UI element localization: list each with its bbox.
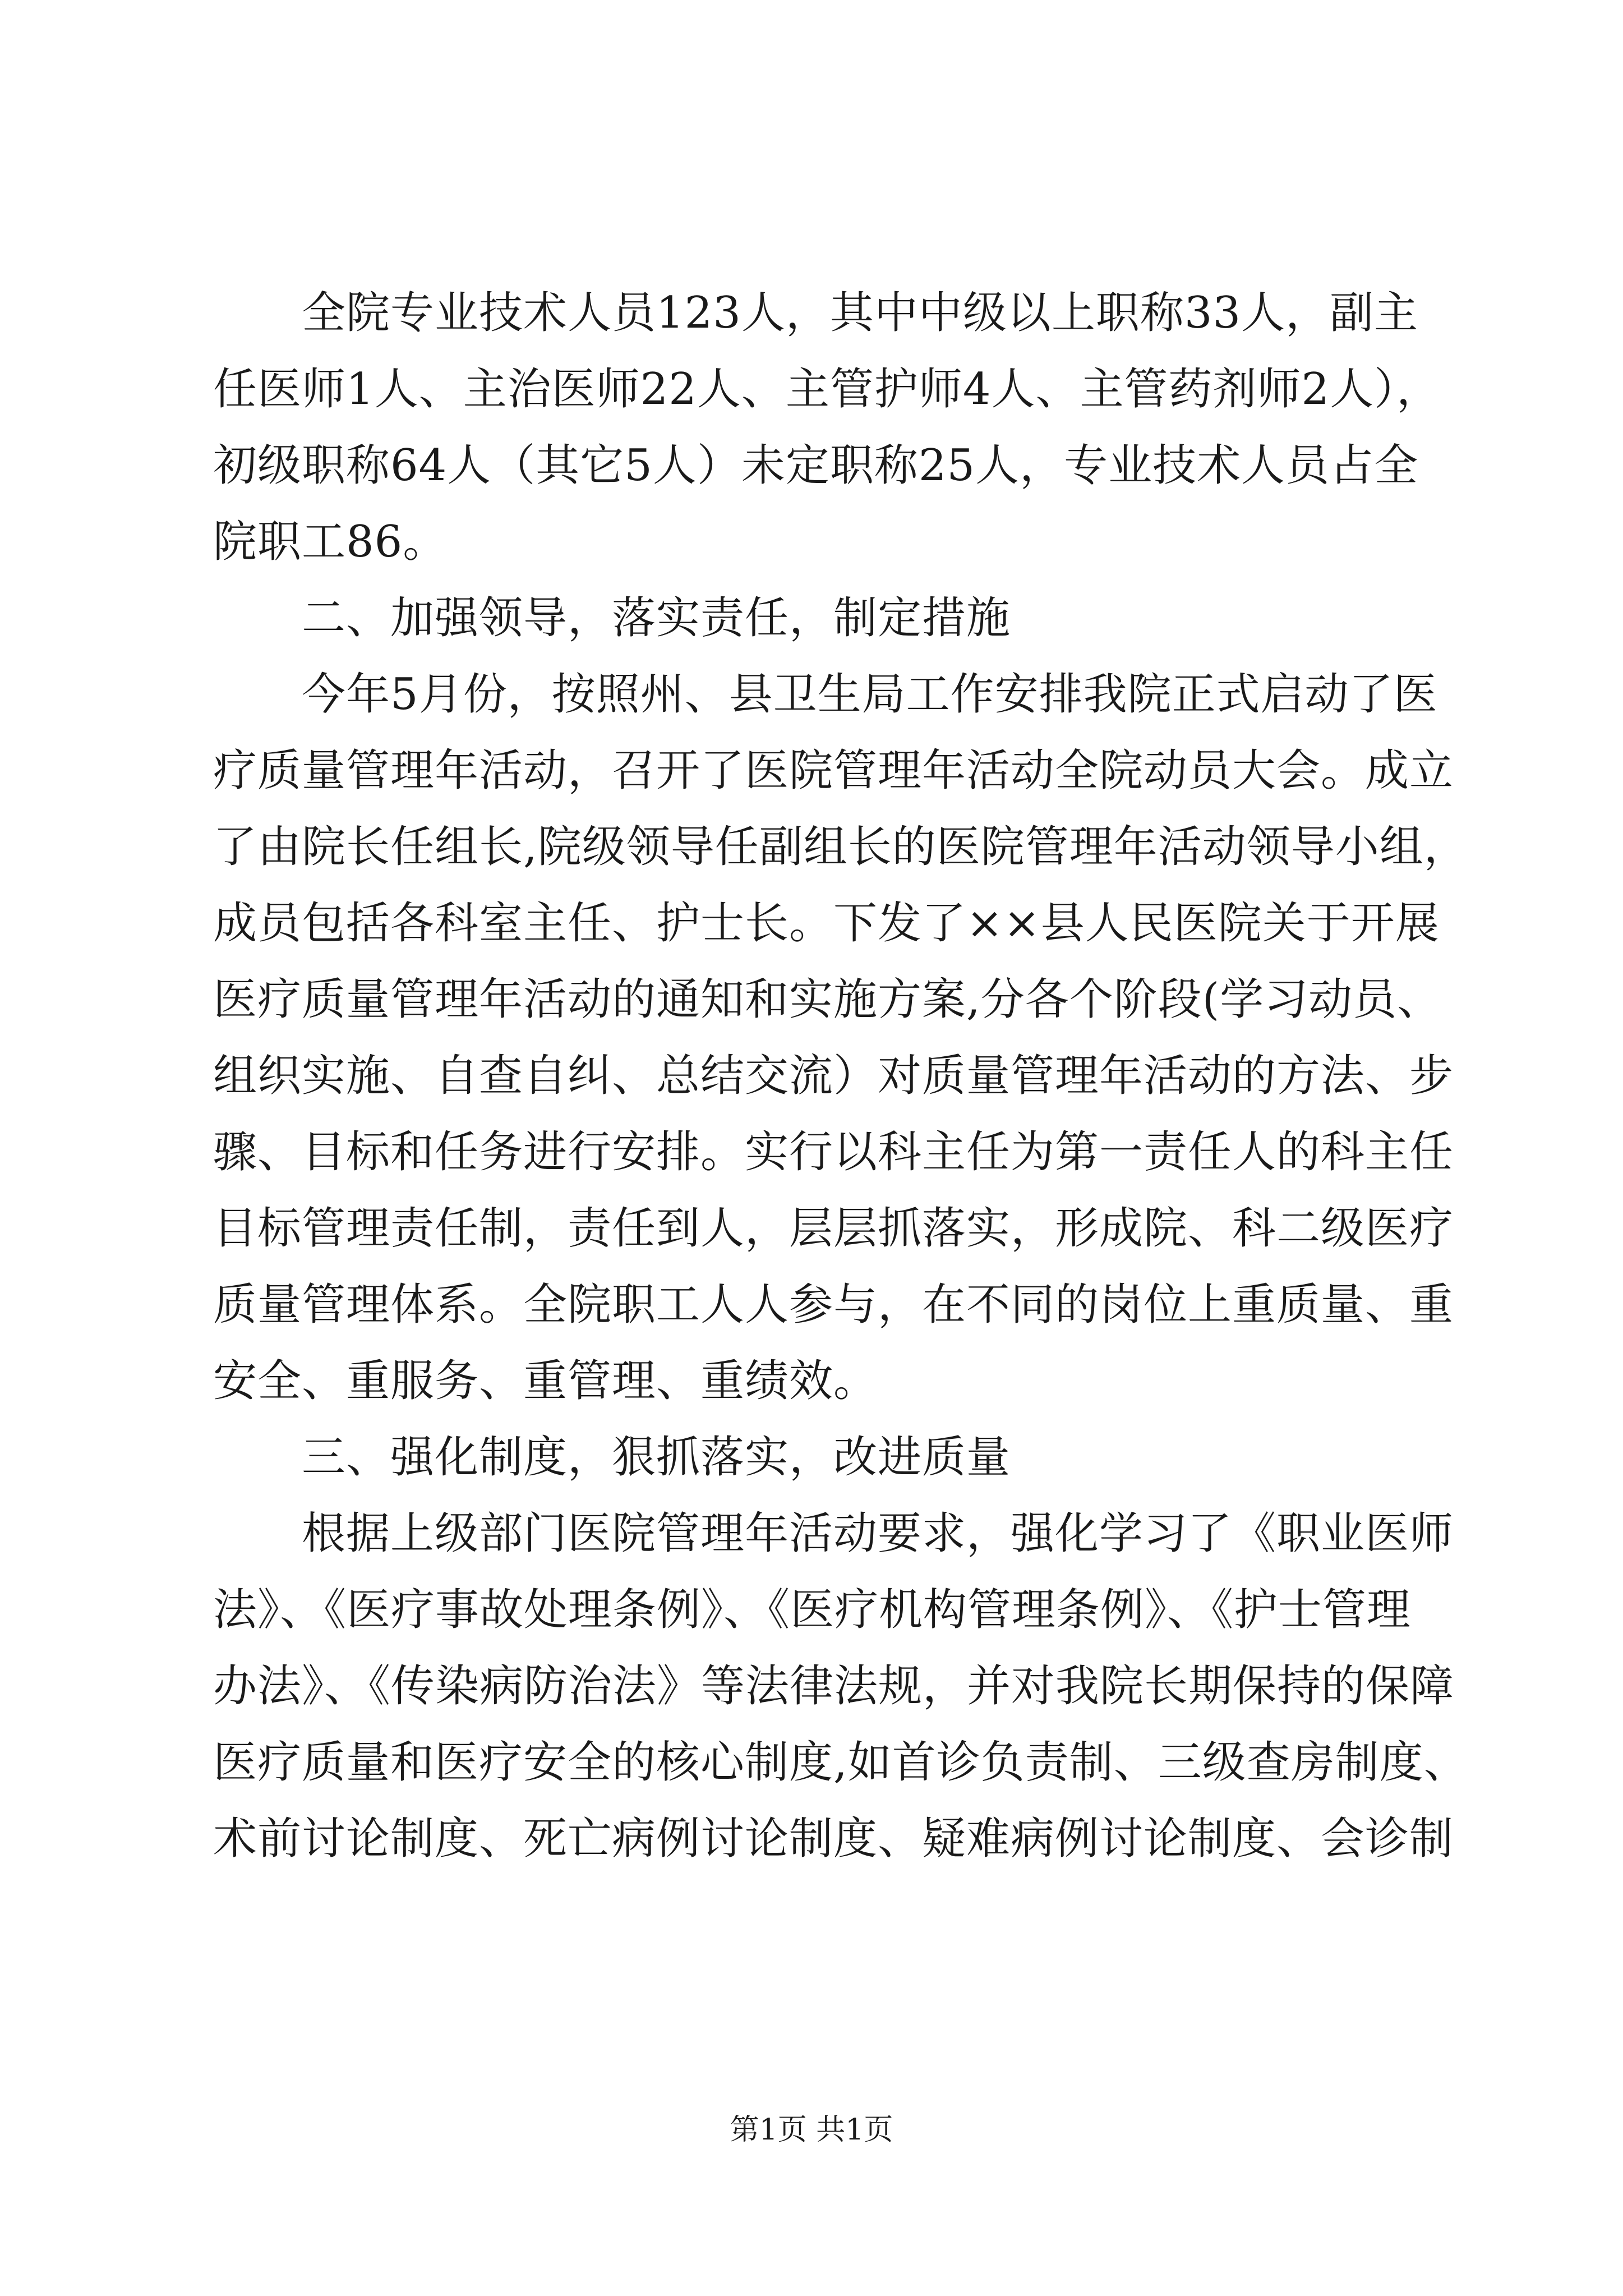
text-line: 法》、《医疗事故处理条例》、《医疗机构管理条例》、《护士管理 xyxy=(213,1585,1412,1635)
text-line: 组织实施、自查自纠、总结交流）对质量管理年活动的方法、步 xyxy=(213,1051,1454,1101)
text-line: 任医师1人、主治医师22人、主管护师4人、主管药剂师2人）， xyxy=(213,364,1441,415)
text-line: 术前讨论制度、死亡病例讨论制度、疑难病例讨论制度、会诊制 xyxy=(213,1814,1454,1864)
text-line: 安全、重服务、重管理、重绩效。 xyxy=(213,1356,878,1406)
text-line: 医疗质量管理年活动的通知和实施方案,分各个阶段(学习动员、 xyxy=(213,974,1442,1025)
page-footer: 第1页 共1页 xyxy=(730,2113,893,2147)
text-line: 今年5月份，按照州、县卫生局工作安排我院正式启动了医 xyxy=(213,669,1438,720)
text-line: 全院专业技术人员123人，其中中级以上职称33人，副主 xyxy=(213,288,1419,338)
text-line: 了由院长任组长,院级领导任副组长的医院管理年活动领导小组， xyxy=(213,822,1468,872)
text-line: 根据上级部门医院管理年活动要求，强化学习了《职业医师 xyxy=(213,1508,1454,1559)
text-line: 办法》、《传染病防治法》等法律法规，并对我院长期保持的保障 xyxy=(213,1661,1455,1711)
section-heading: 三、强化制度，狠抓落实，改进质量 xyxy=(213,1432,1011,1483)
text-line: 医疗质量和医疗安全的核心制度,如首诊负责制、三级查房制度、 xyxy=(213,1737,1468,1788)
text-line: 初级职称64人（其它5人）未定职称25人，专业技术人员占全 xyxy=(213,440,1419,491)
section-heading: 二、加强领导，落实责任，制定措施 xyxy=(213,593,1011,643)
text-line: 疗质量管理年活动，召开了医院管理年活动全院动员大会。成立 xyxy=(213,746,1454,796)
text-line: 成员包括各科室主任、护士长。下发了××县人民医院关于开展 xyxy=(213,898,1440,949)
text-line: 质量管理体系。全院职工人人参与，在不同的岗位上重质量、重 xyxy=(213,1280,1454,1330)
text-line: 目标管理责任制，责任到人，层层抓落实，形成院、科二级医疗 xyxy=(213,1203,1454,1254)
text-line: 院职工86。 xyxy=(213,517,448,567)
text-line: 骤、目标和任务进行安排。实行以科主任为第一责任人的科主任 xyxy=(213,1127,1454,1177)
